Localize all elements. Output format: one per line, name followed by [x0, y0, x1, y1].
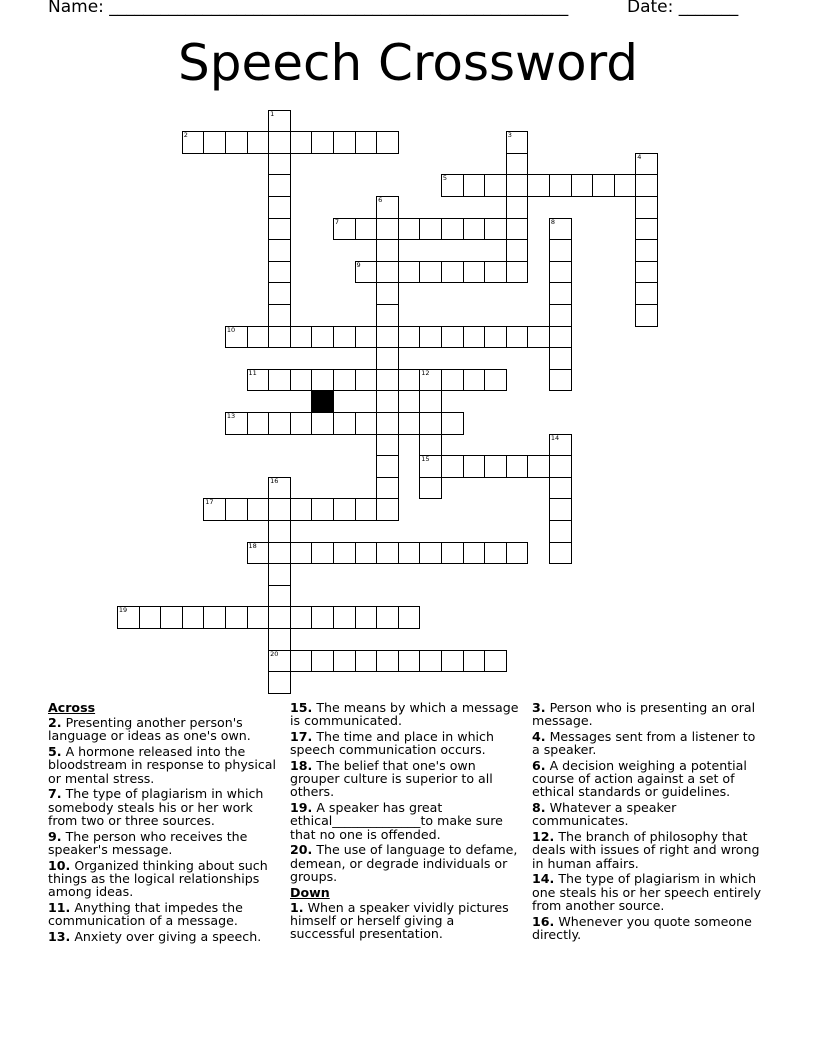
- grid-cell[interactable]: [355, 369, 378, 392]
- clue-number: 14: [550, 433, 560, 442]
- grid-cell[interactable]: [376, 326, 399, 349]
- grid-cell[interactable]: [506, 455, 529, 478]
- clue-number: 5: [442, 174, 448, 183]
- grid-cell[interactable]: [203, 498, 226, 521]
- clue-text: Messages sent from a listener to a speaker.: [532, 729, 756, 758]
- grid-cell[interactable]: [549, 369, 572, 392]
- grid-cell[interactable]: [311, 650, 334, 673]
- grid-cell[interactable]: [247, 498, 270, 521]
- clue-text: The belief that one's own grouper culture is superior to all others.: [290, 758, 493, 800]
- grid-cell[interactable]: [549, 174, 572, 197]
- clue-number: 9: [356, 260, 361, 269]
- grid-cell[interactable]: [549, 498, 572, 521]
- grid-cell[interactable]: [441, 650, 464, 673]
- grid-cell[interactable]: [333, 218, 356, 241]
- grid-cell[interactable]: [463, 369, 486, 392]
- grid-cell[interactable]: [549, 261, 572, 284]
- grid-cell[interactable]: [355, 606, 378, 629]
- grid-cell[interactable]: [527, 326, 550, 349]
- grid-cell[interactable]: [376, 239, 399, 262]
- across-clue: [48, 787, 280, 827]
- grid-cell[interactable]: [463, 261, 486, 284]
- grid-cell[interactable]: [268, 671, 291, 694]
- grid-cell[interactable]: [463, 326, 486, 349]
- clue-number: 18: [248, 541, 257, 550]
- grid-cell[interactable]: [463, 542, 486, 565]
- grid-cell[interactable]: [333, 326, 356, 349]
- grid-cell[interactable]: [635, 153, 658, 176]
- clue-number: 16: [270, 476, 279, 485]
- clue-number: 11: [248, 368, 257, 377]
- grid-cell[interactable]: [506, 174, 529, 197]
- clue-number: 17: [205, 498, 214, 507]
- grid-cell[interactable]: [398, 369, 421, 392]
- grid-cell[interactable]: [484, 455, 507, 478]
- grid-cell[interactable]: [549, 304, 572, 327]
- grid-cell[interactable]: [463, 174, 486, 197]
- grid-cell[interactable]: [376, 434, 399, 457]
- grid-cell[interactable]: [484, 542, 507, 565]
- clue-number-label: 14.: [532, 871, 555, 887]
- grid-cell[interactable]: [225, 412, 248, 435]
- grid-cell[interactable]: [311, 412, 334, 435]
- grid-block: [311, 390, 334, 413]
- grid-cell[interactable]: [506, 261, 529, 284]
- name-field: Name: ______________________________________________________: [48, 0, 569, 17]
- grid-cell[interactable]: [268, 585, 291, 608]
- clue-text: Person who is presenting an oral message.: [532, 700, 756, 729]
- across-heading: Across: [48, 700, 96, 715]
- grid-cell[interactable]: [635, 304, 658, 327]
- grid-cell[interactable]: [441, 218, 464, 241]
- grid-cell[interactable]: [376, 498, 399, 521]
- clue-number-label: 20.: [290, 842, 313, 858]
- clue-number: 3: [507, 131, 512, 140]
- grid-cell[interactable]: [635, 196, 658, 219]
- grid-cell[interactable]: [268, 282, 291, 305]
- grid-cell[interactable]: [268, 369, 291, 392]
- clue-text: The type of plagiarism in which one steals his or her speech entirely from another source.: [532, 871, 762, 913]
- grid-cell[interactable]: [355, 326, 378, 349]
- grid-cell[interactable]: [290, 131, 313, 154]
- grid-cell[interactable]: [333, 498, 356, 521]
- grid-cell[interactable]: [182, 606, 205, 629]
- grid-cell[interactable]: [484, 326, 507, 349]
- clue-number-label: 11.: [48, 899, 71, 915]
- clue-number: 15: [421, 455, 430, 464]
- grid-cell[interactable]: [484, 174, 507, 197]
- grid-cell[interactable]: [441, 326, 464, 349]
- clue-column-2: [290, 701, 522, 943]
- grid-cell[interactable]: [311, 369, 334, 392]
- grid-cell[interactable]: [463, 455, 486, 478]
- grid-cell[interactable]: [398, 261, 421, 284]
- grid-cell[interactable]: [549, 347, 572, 370]
- grid-cell[interactable]: [203, 131, 226, 154]
- grid-cell[interactable]: [268, 174, 291, 197]
- grid-cell[interactable]: [268, 542, 291, 565]
- grid-cell[interactable]: [247, 369, 270, 392]
- clue-number: 12: [421, 368, 430, 377]
- clue-number: 7: [334, 217, 340, 226]
- clue-number-label: 13.: [48, 928, 71, 944]
- clue-number: 1: [270, 109, 275, 118]
- grid-cell[interactable]: [268, 477, 291, 500]
- clue-number-label: 4.: [532, 729, 546, 744]
- clue-number-label: 12.: [532, 829, 555, 845]
- grid-cell[interactable]: [290, 542, 313, 565]
- grid-cell[interactable]: [247, 542, 270, 565]
- down-clue: [290, 901, 522, 941]
- grid-cell[interactable]: [527, 174, 550, 197]
- grid-cell[interactable]: [290, 412, 313, 435]
- clue-number: 20: [270, 649, 279, 658]
- grid-cell[interactable]: [419, 326, 442, 349]
- across-clue: [48, 830, 280, 856]
- grid-cell[interactable]: [484, 650, 507, 673]
- grid-cell[interactable]: [268, 110, 291, 133]
- grid-cell[interactable]: [549, 520, 572, 543]
- grid-cell[interactable]: [549, 542, 572, 565]
- clue-text: A hormone released into the bloodstream in response to physical or mental stress.: [48, 744, 276, 786]
- grid-cell[interactable]: [268, 304, 291, 327]
- clue-text: The use of language to defame, demean, or degrade individuals or groups.: [290, 842, 518, 884]
- clue-number-label: 9.: [48, 828, 62, 844]
- grid-cell[interactable]: [182, 131, 205, 154]
- grid-cell[interactable]: [419, 542, 442, 565]
- grid-cell[interactable]: [398, 542, 421, 565]
- grid-cell[interactable]: [355, 498, 378, 521]
- grid-cell[interactable]: [635, 174, 658, 197]
- across-clue: [290, 801, 522, 841]
- grid-cell[interactable]: [463, 650, 486, 673]
- grid-cell[interactable]: [117, 606, 140, 629]
- clue-column-3: [532, 701, 766, 944]
- grid-cell[interactable]: [376, 412, 399, 435]
- across-clue: [48, 901, 280, 927]
- grid-cell[interactable]: [247, 131, 270, 154]
- grid-cell[interactable]: [419, 390, 442, 413]
- grid-cell[interactable]: [376, 347, 399, 370]
- grid-cell[interactable]: [355, 542, 378, 565]
- grid-cell[interactable]: [549, 239, 572, 262]
- grid-cell[interactable]: [225, 131, 248, 154]
- grid-cell[interactable]: [376, 196, 399, 219]
- grid-cell[interactable]: [614, 174, 637, 197]
- grid-cell[interactable]: [355, 412, 378, 435]
- across-clue: [48, 930, 280, 943]
- across-clue: [290, 843, 522, 883]
- grid-cell[interactable]: [290, 369, 313, 392]
- grid-cell[interactable]: [398, 606, 421, 629]
- clue-text: The person who receives the speaker's message.: [48, 828, 248, 857]
- grid-cell[interactable]: [506, 239, 529, 262]
- grid-cell[interactable]: [635, 239, 658, 262]
- grid-cell[interactable]: [268, 261, 291, 284]
- grid-cell[interactable]: [549, 282, 572, 305]
- grid-cell[interactable]: [225, 326, 248, 349]
- grid-cell[interactable]: [268, 628, 291, 651]
- grid-cell[interactable]: [441, 542, 464, 565]
- grid-cell[interactable]: [268, 498, 291, 521]
- grid-cell[interactable]: [139, 606, 162, 629]
- down-heading: Down: [290, 884, 330, 900]
- grid-cell[interactable]: [355, 131, 378, 154]
- grid-cell[interactable]: [635, 261, 658, 284]
- grid-cell[interactable]: [441, 261, 464, 284]
- down-clue: [532, 801, 766, 827]
- clue-text: The means by which a message is communicated.: [290, 700, 519, 729]
- grid-cell[interactable]: [376, 369, 399, 392]
- grid-cell[interactable]: [333, 131, 356, 154]
- grid-cell[interactable]: [333, 542, 356, 565]
- grid-cell[interactable]: [419, 455, 442, 478]
- clue-number-label: 1.: [290, 899, 304, 915]
- clue-number: 6: [378, 195, 383, 204]
- grid-cell[interactable]: [376, 606, 399, 629]
- grid-cell[interactable]: [376, 390, 399, 413]
- grid-cell[interactable]: [355, 261, 378, 284]
- grid-cell[interactable]: [419, 218, 442, 241]
- grid-cell[interactable]: [268, 131, 291, 154]
- grid-cell[interactable]: [268, 239, 291, 262]
- grid-cell[interactable]: [398, 218, 421, 241]
- clue-number: 8: [550, 217, 556, 226]
- across-clue: [48, 745, 280, 785]
- grid-cell[interactable]: [376, 455, 399, 478]
- grid-cell[interactable]: [311, 326, 334, 349]
- grid-cell[interactable]: [398, 650, 421, 673]
- clue-number-label: 18.: [290, 758, 313, 773]
- grid-cell[interactable]: [376, 542, 399, 565]
- clue-number: 2: [183, 131, 188, 140]
- grid-cell[interactable]: [268, 606, 291, 629]
- clue-number-label: 5.: [48, 744, 62, 760]
- across-clue: [290, 730, 522, 756]
- down-clue: [532, 701, 766, 727]
- down-clue: [532, 872, 766, 912]
- grid-cell[interactable]: [376, 131, 399, 154]
- clue-number-label: 15.: [290, 700, 313, 715]
- page-title: Speech Crossword: [177, 34, 639, 92]
- clue-text: The branch of philosophy that deals with issues of right and wrong in human affairs.: [532, 829, 760, 871]
- clue-number-label: 7.: [48, 786, 62, 802]
- across-clue: [290, 759, 522, 799]
- grid-cell[interactable]: [333, 412, 356, 435]
- down-clue: [532, 830, 766, 870]
- grid-cell[interactable]: [419, 650, 442, 673]
- clue-text: Organized thinking about such things as the logical relationships among ideas.: [48, 857, 268, 900]
- grid-cell[interactable]: [311, 498, 334, 521]
- clue-column-1: [48, 701, 280, 946]
- grid-cell[interactable]: [268, 196, 291, 219]
- grid-cell[interactable]: [311, 542, 334, 565]
- clue-text: Presenting another person's language or ideas as one's own.: [48, 715, 251, 744]
- clue-text: Anything that impedes the communication of a message.: [48, 899, 243, 929]
- grid-cell[interactable]: [441, 174, 464, 197]
- grid-cell[interactable]: [355, 650, 378, 673]
- grid-cell[interactable]: [549, 218, 572, 241]
- grid-cell[interactable]: [635, 282, 658, 305]
- clue-number: 13: [226, 411, 236, 420]
- grid-cell[interactable]: [376, 650, 399, 673]
- grid-cell[interactable]: [311, 606, 334, 629]
- grid-cell[interactable]: [376, 282, 399, 305]
- grid-cell[interactable]: [290, 606, 313, 629]
- grid-cell[interactable]: [419, 412, 442, 435]
- clue-text: Whatever a speaker communicates.: [532, 800, 677, 829]
- clue-text: The time and place in which speech communication occurs.: [290, 729, 494, 758]
- down-clue: [532, 915, 766, 941]
- grid-cell[interactable]: [506, 196, 529, 219]
- grid-cell[interactable]: [225, 498, 248, 521]
- grid-cell[interactable]: [527, 455, 550, 478]
- grid-cell[interactable]: [549, 455, 572, 478]
- clue-text: When a speaker vividly pictures himself or herself giving a successful presentation.: [290, 899, 509, 942]
- grid-cell[interactable]: [376, 218, 399, 241]
- grid-cell[interactable]: [441, 412, 464, 435]
- grid-cell[interactable]: [441, 455, 464, 478]
- grid-cell[interactable]: [247, 326, 270, 349]
- grid-cell[interactable]: [549, 477, 572, 500]
- clue-number-label: 10.: [48, 857, 71, 873]
- grid-cell[interactable]: [247, 606, 270, 629]
- grid-cell[interactable]: [333, 369, 356, 392]
- grid-cell[interactable]: [160, 606, 183, 629]
- grid-cell[interactable]: [635, 218, 658, 241]
- grid-cell[interactable]: [441, 369, 464, 392]
- grid-cell[interactable]: [376, 304, 399, 327]
- grid-cell[interactable]: [290, 326, 313, 349]
- grid-cell[interactable]: [268, 650, 291, 673]
- clue-number-label: 6.: [532, 758, 546, 773]
- grid-cell[interactable]: [571, 174, 594, 197]
- grid-cell[interactable]: [592, 174, 615, 197]
- clue-number-label: 17.: [290, 729, 313, 744]
- clue-text: A decision weighing a potential course of action against a set of ethical standards or guidelines.: [532, 758, 747, 800]
- clue-number: 19: [118, 606, 128, 615]
- grid-cell[interactable]: [203, 606, 226, 629]
- grid-cell[interactable]: [333, 650, 356, 673]
- date-field: Date: _______: [627, 0, 739, 17]
- grid-cell[interactable]: [376, 477, 399, 500]
- grid-cell[interactable]: [290, 498, 313, 521]
- clue-number-label: 8.: [532, 800, 546, 816]
- clue-number: 4: [637, 152, 642, 161]
- grid-cell[interactable]: [398, 412, 421, 435]
- grid-cell[interactable]: [290, 650, 313, 673]
- grid-cell[interactable]: [311, 131, 334, 154]
- grid-cell[interactable]: [463, 218, 486, 241]
- grid-cell[interactable]: [355, 218, 378, 241]
- grid-cell[interactable]: [506, 542, 529, 565]
- clue-text: A speaker has great ethical______________to make sure that no one is offended.: [290, 800, 503, 842]
- grid-cell[interactable]: [549, 434, 572, 457]
- grid-cell[interactable]: [333, 606, 356, 629]
- grid-cell[interactable]: [268, 412, 291, 435]
- grid-cell[interactable]: [549, 326, 572, 349]
- grid-cell[interactable]: [506, 153, 529, 176]
- grid-cell[interactable]: [225, 606, 248, 629]
- grid-cell[interactable]: [419, 477, 442, 500]
- grid-cell[interactable]: [419, 261, 442, 284]
- clue-text: Anxiety over giving a speech.: [70, 928, 262, 944]
- clue-number-label: 3.: [532, 700, 546, 715]
- grid-cell[interactable]: [268, 326, 291, 349]
- grid-cell[interactable]: [268, 520, 291, 543]
- clue-text: Whenever you quote someone directly.: [532, 913, 752, 942]
- clue-number-label: 19.: [290, 800, 313, 816]
- grid-cell[interactable]: [506, 131, 529, 154]
- grid-cell[interactable]: [268, 563, 291, 586]
- down-clue: [532, 759, 766, 799]
- grid-cell[interactable]: [484, 218, 507, 241]
- grid-cell[interactable]: [419, 434, 442, 457]
- across-clue: [48, 859, 280, 899]
- grid-cell[interactable]: [506, 326, 529, 349]
- across-clue: [290, 701, 522, 727]
- down-clue: [532, 730, 766, 756]
- clue-number-label: 2.: [48, 715, 62, 731]
- grid-cell[interactable]: [506, 218, 529, 241]
- grid-cell[interactable]: [419, 369, 442, 392]
- grid-cell[interactable]: [398, 326, 421, 349]
- grid-cell[interactable]: [268, 153, 291, 176]
- grid-cell[interactable]: [484, 261, 507, 284]
- grid-cell[interactable]: [484, 369, 507, 392]
- clue-text: The type of plagiarism in which somebody steals his or her work from two or three sources.: [48, 786, 264, 828]
- clue-number-label: 16.: [532, 913, 555, 929]
- across-clue: [48, 716, 280, 742]
- grid-cell[interactable]: [247, 412, 270, 435]
- grid-cell[interactable]: [268, 218, 291, 241]
- grid-cell[interactable]: [376, 261, 399, 284]
- clue-number: 10: [226, 325, 236, 334]
